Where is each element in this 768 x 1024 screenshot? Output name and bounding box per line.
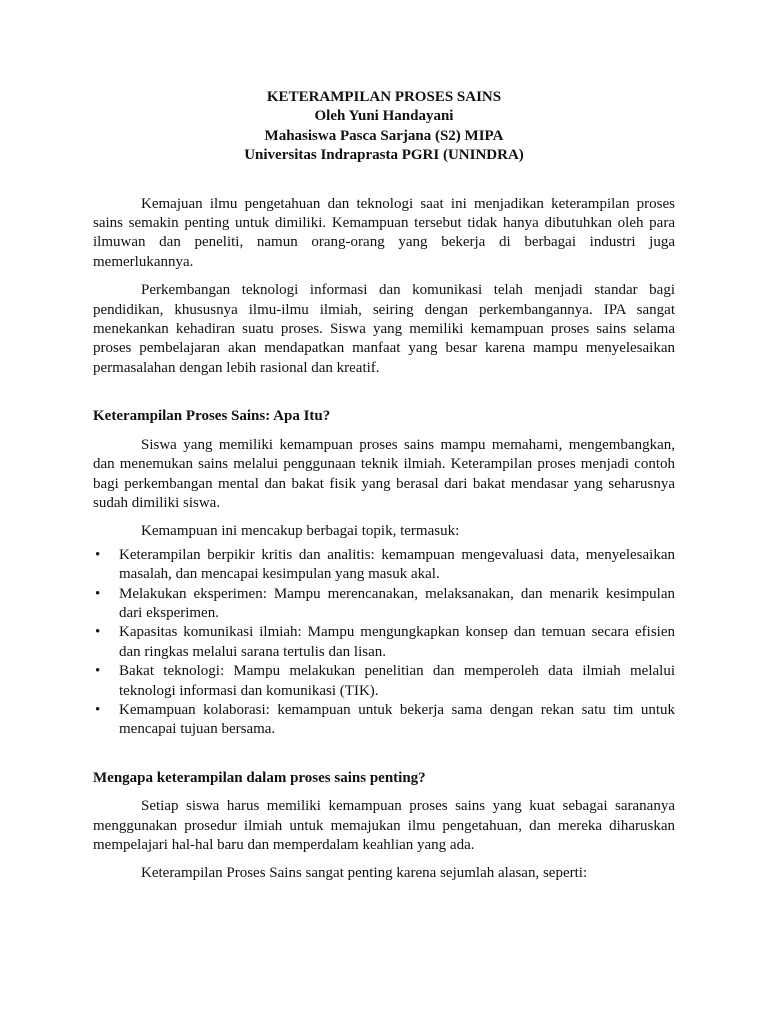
document-title: KETERAMPILAN PROSES SAINS — [266, 89, 502, 105]
bullet-icon: • — [95, 624, 101, 641]
section-why-important — [93, 769, 675, 884]
section2-paragraph-2: Keterampilan Proses Sains sangat penting karena sejumlah alasan, seperti: — [141, 865, 588, 882]
section2-paragraph-1: Setiap siswa harus memiliki kemampuan proses sains yang kuat sebagai sarananya menggunakan prosedur ilmiah untuk memajukan ilmu pengetahuan, dan mereka diharuskan mempelajari hal-hal baru dan memperdalam keahlian yang ada. — [93, 798, 675, 853]
list-item-text: Kapasitas komunikasi ilmiah: Mampu mengungkapkan konsep dan temuan secara efisien dan ringkas melalui sarana tertulis dan lisan. — [119, 624, 675, 660]
list-item — [93, 546, 675, 585]
skills-list — [93, 546, 675, 740]
list-item — [93, 623, 675, 662]
document-page — [93, 88, 675, 893]
section-heading-why-important: Mengapa keterampilan dalam proses sains penting? — [93, 769, 426, 786]
author-role: Mahasiswa Pasca Sarjana (S2) MIPA — [264, 127, 504, 144]
list-item — [93, 701, 675, 740]
intro-paragraph-1: Kemajuan ilmu pengetahuan dan teknologi saat ini menjadikan keterampilan proses sains semakin penting untuk dimiliki. Kemampuan tersebut tidak hanya dibutuhkan oleh para ilmuwan dan peneliti, namun orang-orang yang bekerja di berbagai industri juga memerlukannya. — [93, 195, 675, 270]
list-item-text: Kemampuan kolaborasi: kemampuan untuk bekerja sama dengan rekan satu tim untuk mencapai tujuan bersama. — [119, 701, 675, 738]
list-item — [93, 585, 675, 624]
section-what-is — [93, 407, 675, 740]
bullet-icon: • — [95, 585, 101, 602]
bullet-icon: • — [95, 701, 101, 718]
section1-paragraph-2: Kemampuan ini mencakup berbagai topik, termasuk: — [141, 523, 460, 540]
section1-paragraph-1: Siswa yang memiliki kemampuan proses sains mampu memahami, mengembangkan, dan menemukan sains melalui penggunaan teknik ilmiah. Keterampilan proses menjadi contoh bagi perkembangan mental dan bakat fisik yang berasal dari bakat mendasar yang seharusnya sudah dimiliki siswa. — [93, 436, 675, 511]
intro-paragraph-2: Perkembangan teknologi informasi dan komunikasi telah menjadi standar bagi pendidikan, khususnya ilmu-ilmu ilmiah, seiring dengan perkembangannya. IPA sangat menekankan kehadiran suatu proses. Siswa yang memiliki kemampuan proses sains selama proses pembelajaran akan mendapatkan manfaat yang besar karena mampu menyelesaikan permasalahan dengan lebih rasional dan kreatif. — [93, 282, 675, 376]
title-block — [93, 88, 675, 166]
bullet-icon: • — [95, 663, 101, 680]
list-item — [93, 662, 675, 701]
list-item-text: Keterampilan berpikir kritis dan analitis: kemampuan mengevaluasi data, menyelesaikan masalah, dan mencapai kesimpulan yang masuk akal. — [119, 546, 675, 583]
section-heading-what-is: Keterampilan Proses Sains: Apa Itu? — [93, 408, 331, 425]
list-item-text: Bakat teknologi: Mampu melakukan penelitian dan memperoleh data ilmiah melalui teknologi informasi dan komunikasi (TIK). — [119, 663, 675, 699]
bullet-icon: • — [95, 546, 101, 563]
author-line: Oleh Yuni Handayani — [314, 108, 454, 125]
author-institution: Universitas Indraprasta PGRI (UNINDRA) — [244, 147, 524, 164]
list-item-text: Melakukan eksperimen: Mampu merencanakan, melaksanakan, dan menarik kesimpulan dari eksperimen. — [119, 585, 675, 621]
